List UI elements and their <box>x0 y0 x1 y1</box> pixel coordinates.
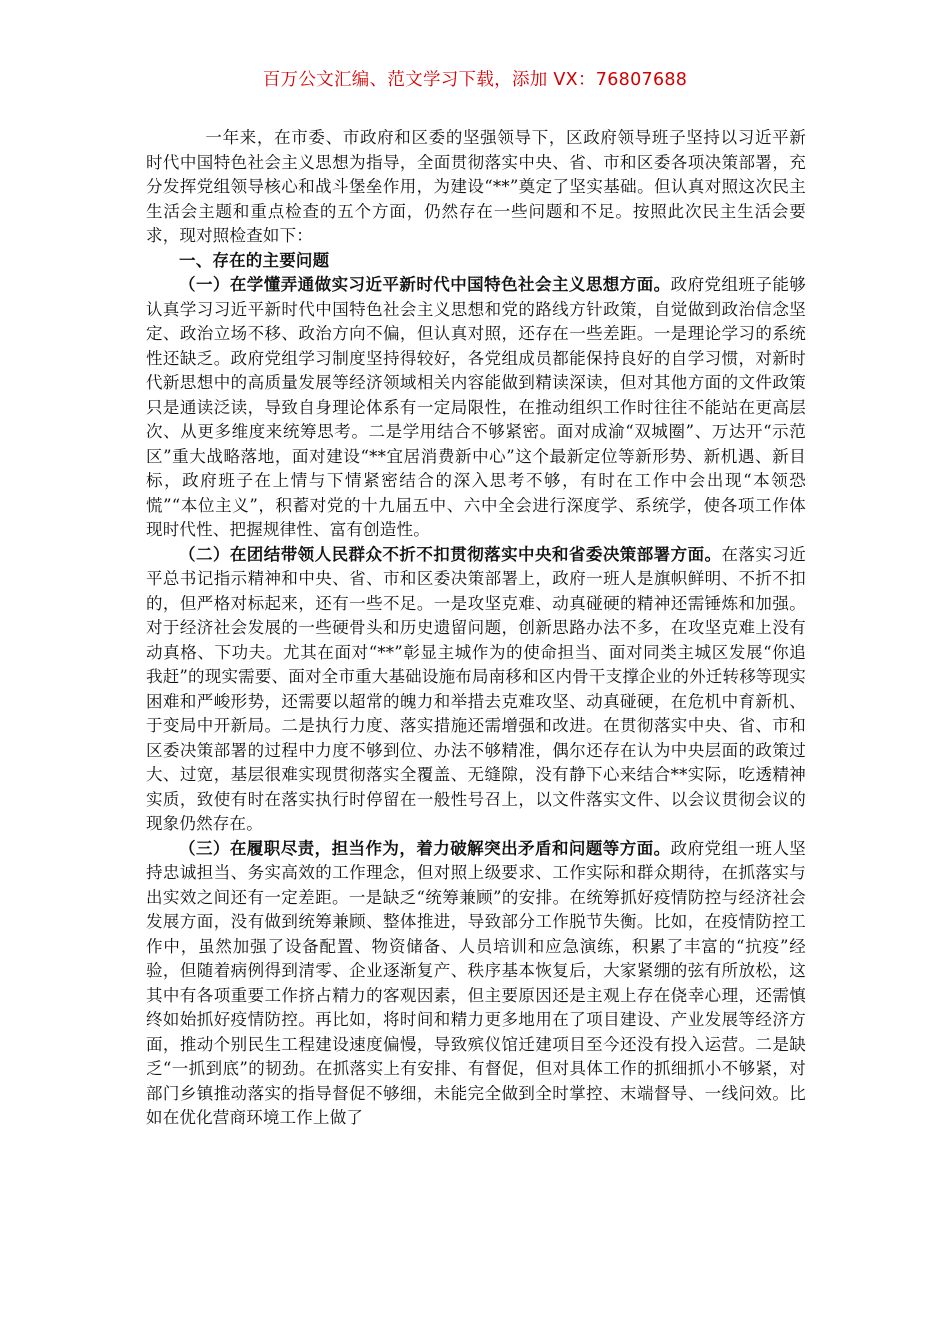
subsection-title-1: （一）在学懂弄通做实习近平新时代中国特色社会主义思想方面。 <box>179 275 671 294</box>
document-body <box>146 126 806 1131</box>
subsection-body-3: 政府党组一班人坚持忠诚担当、务实高效的工作理念，但对照上级要求、工作实际和群众期待，在抓落实与出实效之间还有一定差距。一是缺乏“统筹兼顾”的安排。在统筹抓好疫情防控与经济社会发展方面，没有做到统筹兼顾、整体推进，导致部分工作脱节失衡。比如，在疫情防控工作中，虽然加强了设备配置、物资储备、人员培训和应急演练，积累了丰富的“抗疫”经验，但随着病例得到清零、企业逐渐复产、秩序基本恢复后，大家紧绷的弦有所放松，这其中有各项重要工作挤占精力的客观因素，但主要原因还是主观上存在侥幸心理，还需慎终如始抓好疫情防控。再比如，将时间和精力更多地用在了项目建设、产业发展等经济方面，推动个别民生工程建设速度偏慢，导致殡仪馆迁建项目至今还没有投入运营。二是缺乏“一抓到底”的韧劲。在抓落实上有安排、有督促，但对具体工作的抓细抓小不够紧，对部门乡镇推动落实的指导督促不够细，未能完全做到全时掌控、末端督导、一线问效。比如在优化营商环境工作上做了 <box>146 838 806 1127</box>
subsection-title-2: （二）在团结带领人民群众不折不扣贯彻落实中央和省委决策部署方面。 <box>179 544 722 564</box>
section-paragraph-1 <box>146 273 806 543</box>
section-paragraph-3 <box>146 837 806 1131</box>
intro-paragraph: 一年来，在市委、市政府和区委的坚强领导下，区政府领导班子坚持以习近平新时代中国特色社会主义思想为指导，全面贯彻落实中央、省、市和区委各项决策部署，充分发挥党组领导核心和战斗堡垒作用，为建设“**”奠定了坚实基础。但认真对照这次民主生活会主题和重点检查的五个方面，仍然存在一些问题和不足。按照此次民主生活会要求，现对照检查如下： <box>146 128 806 245</box>
subsection-title-3: （三）在履职尽责，担当作为，着力破解突出矛盾和问题等方面。 <box>179 838 671 858</box>
subsection-body-2: 在落实习近平总书记指示精神和中央、省、市和区委决策部署上，政府一班人是旗帜鲜明、不折不扣的，但严格对标起来，还有一些不足。一是攻坚克难、动真碰硬的精神还需锤炼和加强。对于经济社会发展的一些硬骨头和历史遗留问题，创新思路办法不多，在攻坚克难上没有动真格、下功夫。尤其在面对“**”彰显主城作为的使命担当、面对同类主城区发展“你追我赶”的现实需要、面对全市重大基础设施布局南移和区内骨干支撑企业的外迁转移等现实困难和严峻形势，还需要以超常的魄力和举措去克难攻坚、动真碰硬，在危机中育新机、于变局中开新局。二是执行力度、落实措施还需增强和改进。在贯彻落实中央、省、市和区委决策部署的过程中力度不够到位、办法不够精准，偶尔还存在认为中央层面的政策过大、过宽，基层很难实现贯彻落实全覆盖、无缝隙，没有静下心来结合**实际，吃透精神实质，致使有时在落实执行时停留在一般性号召上，以文件落实文件、以会议贯彻会议的现象仍然存在。 <box>146 544 806 833</box>
promo-banner: 百万公文汇编、范文学习下载，添加 VX：76807688 <box>262 70 688 90</box>
subsection-body-1: 政府党组班子能够认真学习习近平新时代中国特色社会主义思想和党的路线方针政策，自觉做到政治信念坚定、政治立场不移、政治方向不偏，但认真对照，还存在一些差距。一是理论学习的系统性还缺乏。政府党组学习制度坚持得较好，各党组成员都能保持良好的自学习惯，对新时代新思想中的高质量发展等经济领域相关内容能做到精读深读，但对其他方面的文件政策只是通读泛读，导致自身理论体系有一定局限性，在推动组织工作时往往不能站在更高层次、从更多维度来统筹思考。二是学用结合不够紧密。面对成渝“双城圈”、万达开“示范区”重大战略落地，面对建设“**宜居消费新中心”这个最新定位等新形势、新机遇、新目标，政府班子在上情与下情紧密结合的深入思考不够，有时在工作中会出现“本领恐慌”“本位主义”，积蓄对党的十九届五中、六中全会进行深度学、系统学，使各项工作体现时代性、把握规律性、富有创造性。 <box>146 275 806 539</box>
section-paragraph-2 <box>146 543 806 837</box>
section-heading: 一、存在的主要问题 <box>179 250 330 270</box>
